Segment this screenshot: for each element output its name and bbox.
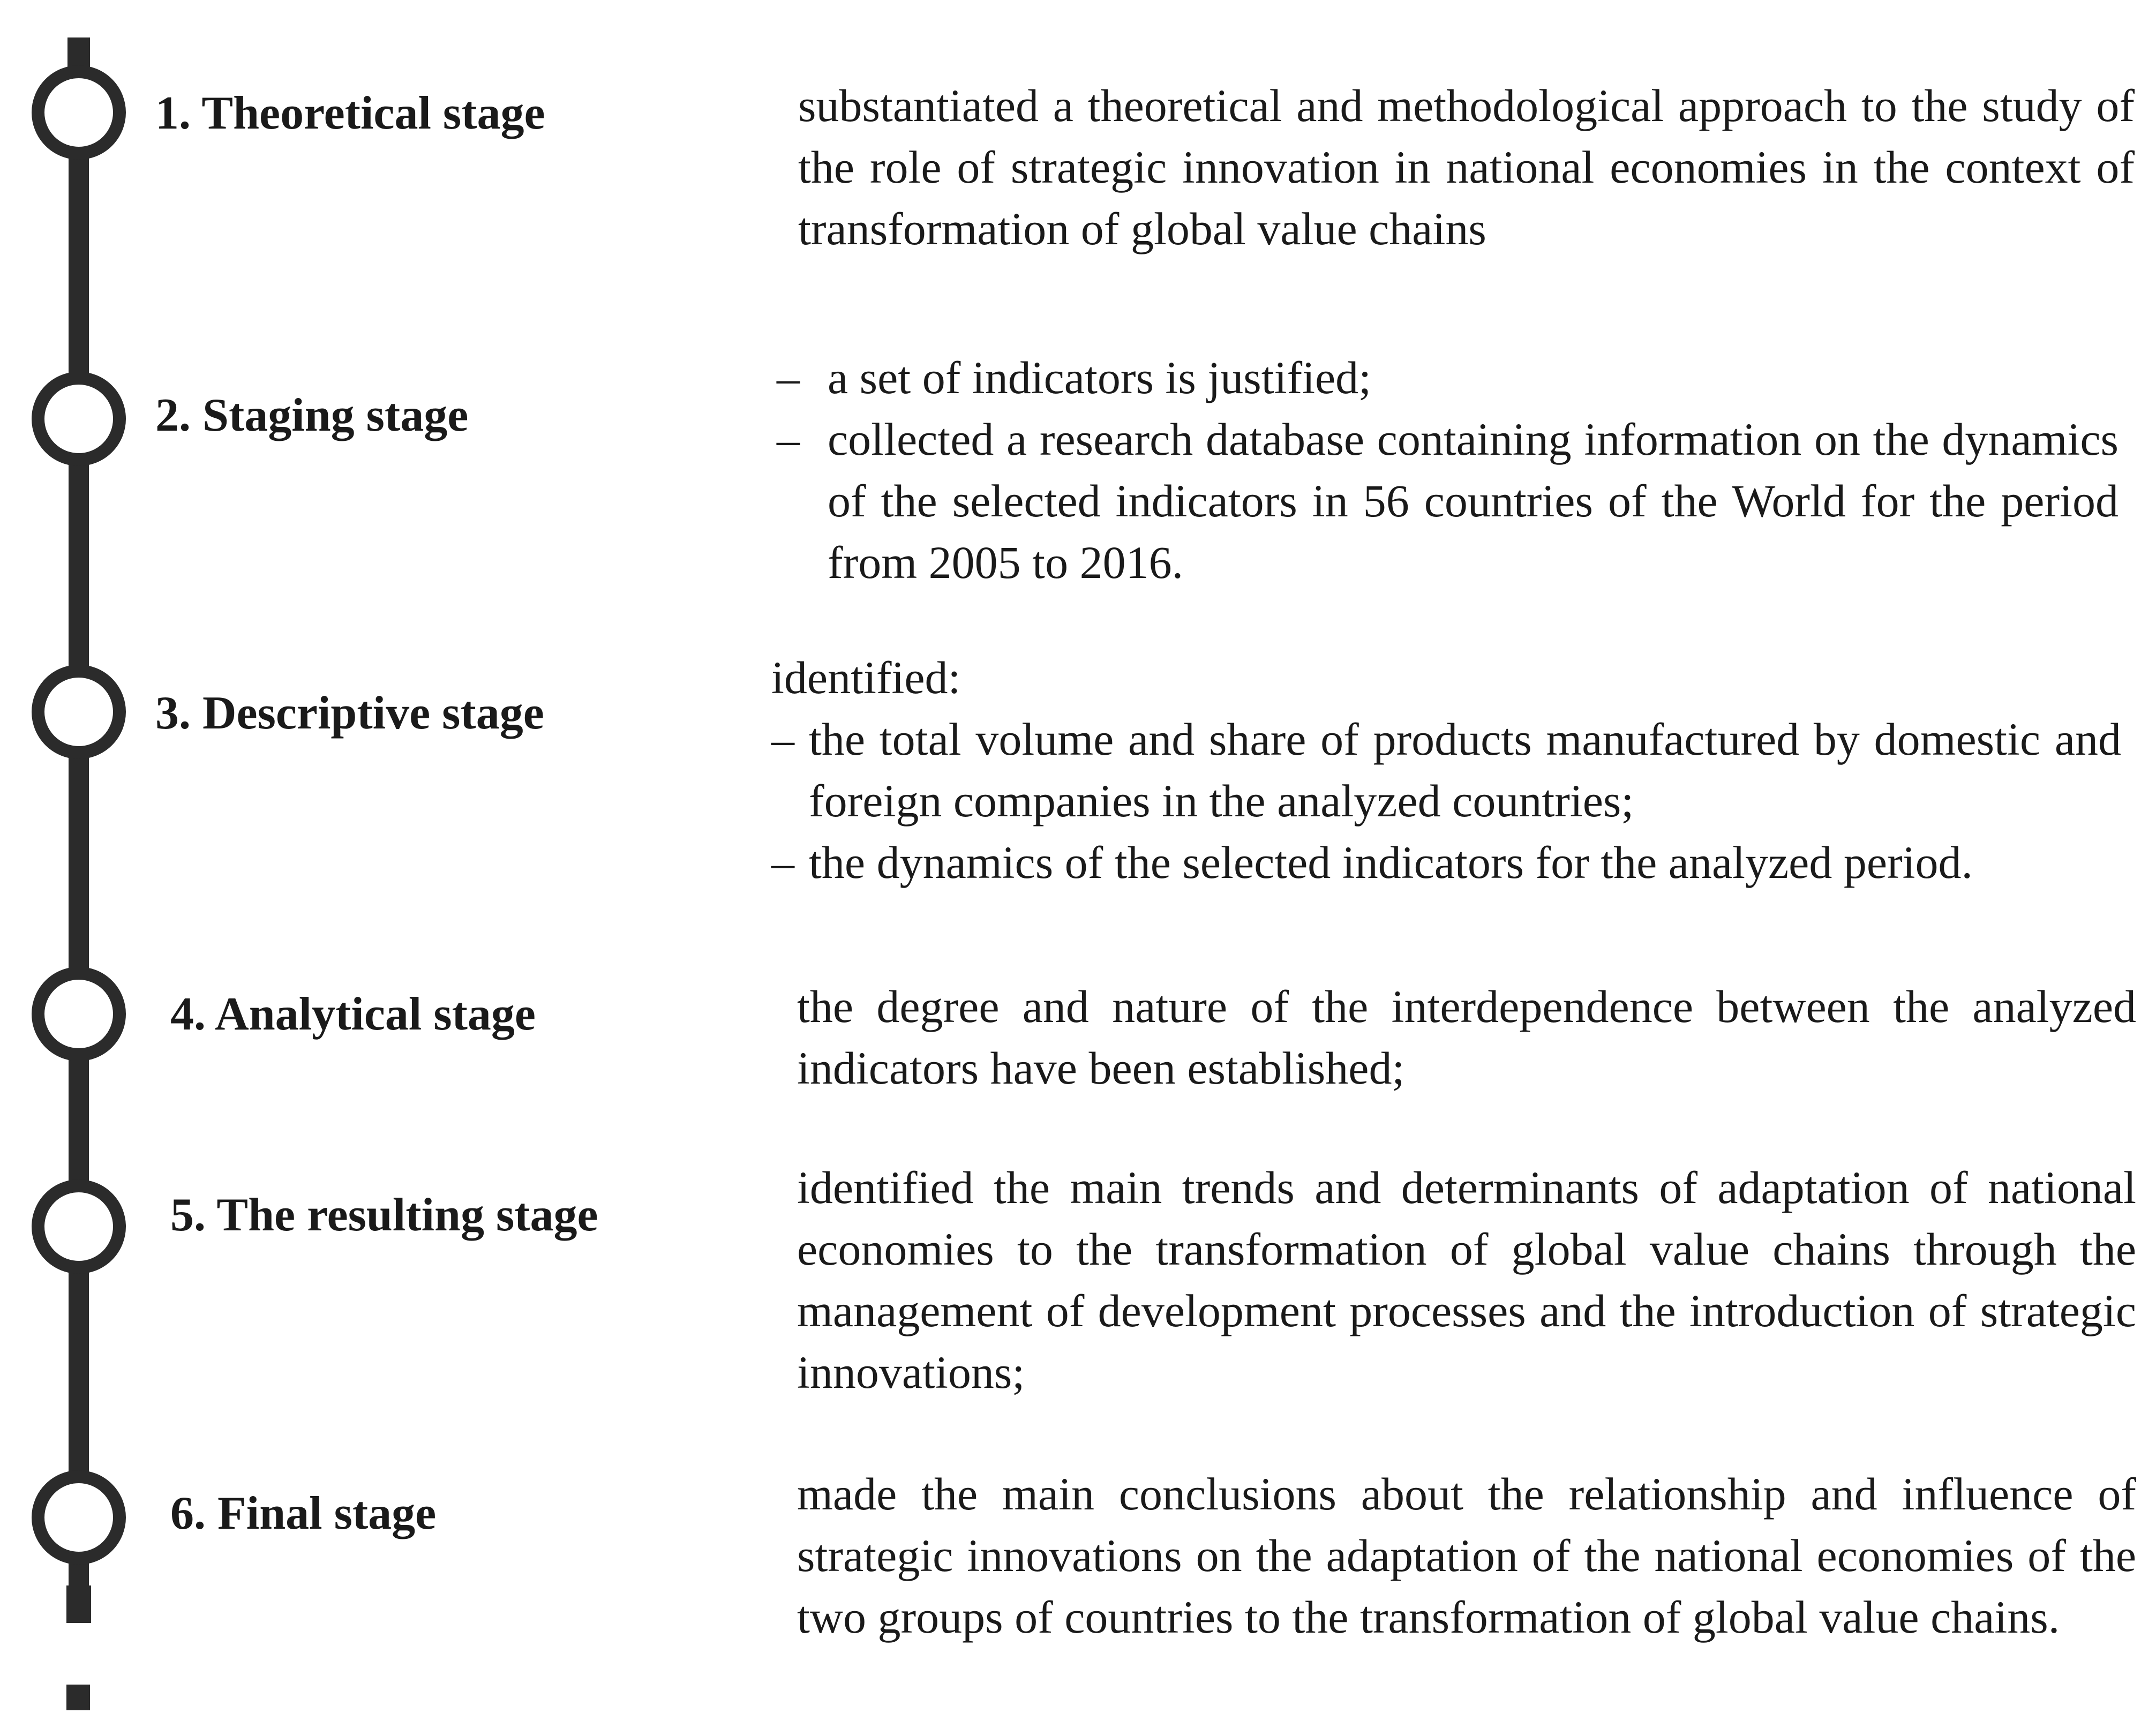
stage-node-3: [38, 671, 119, 753]
dash-marker: –: [777, 352, 800, 403]
stage-3-item-2-text: the dynamics of the selected indicators for the analyzed period.: [809, 837, 1973, 888]
timeline-bottom-cap: [66, 1585, 91, 1623]
stage-label-2: 2. Staging stage: [155, 389, 469, 441]
stage-2-item-1: [777, 347, 2119, 409]
stage-3-item-2: [771, 832, 2121, 893]
dash-marker: –: [777, 414, 800, 465]
stage-description-6: [797, 1463, 2136, 1648]
stage-label-5: 5. The resulting stage: [170, 1189, 598, 1241]
timeline-end-marker: [66, 1685, 90, 1710]
stage-description-1: [798, 75, 2135, 260]
stage-2-item-1-text: a set of indicators is justified;: [828, 352, 1372, 403]
stage-description-3: [771, 647, 2121, 893]
stage-label-4: 4. Analytical stage: [170, 988, 536, 1040]
stage-node-5: [38, 1186, 119, 1267]
stage-node-2: [38, 378, 119, 460]
stage-1-text: substantiated a theoretical and methodological approach to the study of the role of strategic innovation in national economies in the context of transformation of global value chains: [798, 80, 2135, 254]
stage-label-1: 1. Theoretical stage: [155, 87, 545, 139]
stage-3-item-1: [771, 709, 2121, 832]
dash-marker: –: [771, 837, 794, 888]
stage-2-item-2: [777, 409, 2119, 593]
stage-3-item-1-text: the total volume and share of products manufactured by domestic and foreign companies in the analyzed countries;: [809, 713, 2121, 826]
dash-marker: –: [771, 713, 794, 765]
stage-node-6: [38, 1477, 119, 1558]
stage-node-1: [38, 72, 119, 153]
stage-5-text: identified the main trends and determinants of adaptation of national economies to the transformation of global value chains through the management of development processes and the introduction of strategic innovations;: [797, 1162, 2136, 1398]
stage-3-intro: identified:: [771, 652, 961, 703]
stage-2-item-2-text: collected a research database containing information on the dynamics of the selected indicators in 56 countries of the World for the period from 2005 to 2016.: [828, 414, 2119, 588]
stage-label-3: 3. Descriptive stage: [155, 687, 544, 739]
stage-6-text: made the main conclusions about the relationship and influence of strategic innovations on the adaptation of the national economies of the two groups of countries to the transformation of global value chains.: [797, 1468, 2136, 1643]
timeline-line: [69, 75, 89, 1618]
stage-node-4: [38, 973, 119, 1055]
stage-4-text: the degree and nature of the interdependence between the analyzed indicators have been established;: [797, 981, 2136, 1094]
stage-description-5: [797, 1157, 2136, 1403]
stage-label-6: 6. Final stage: [170, 1487, 437, 1539]
stage-description-2: [777, 347, 2119, 593]
stage-description-4: [797, 976, 2136, 1099]
